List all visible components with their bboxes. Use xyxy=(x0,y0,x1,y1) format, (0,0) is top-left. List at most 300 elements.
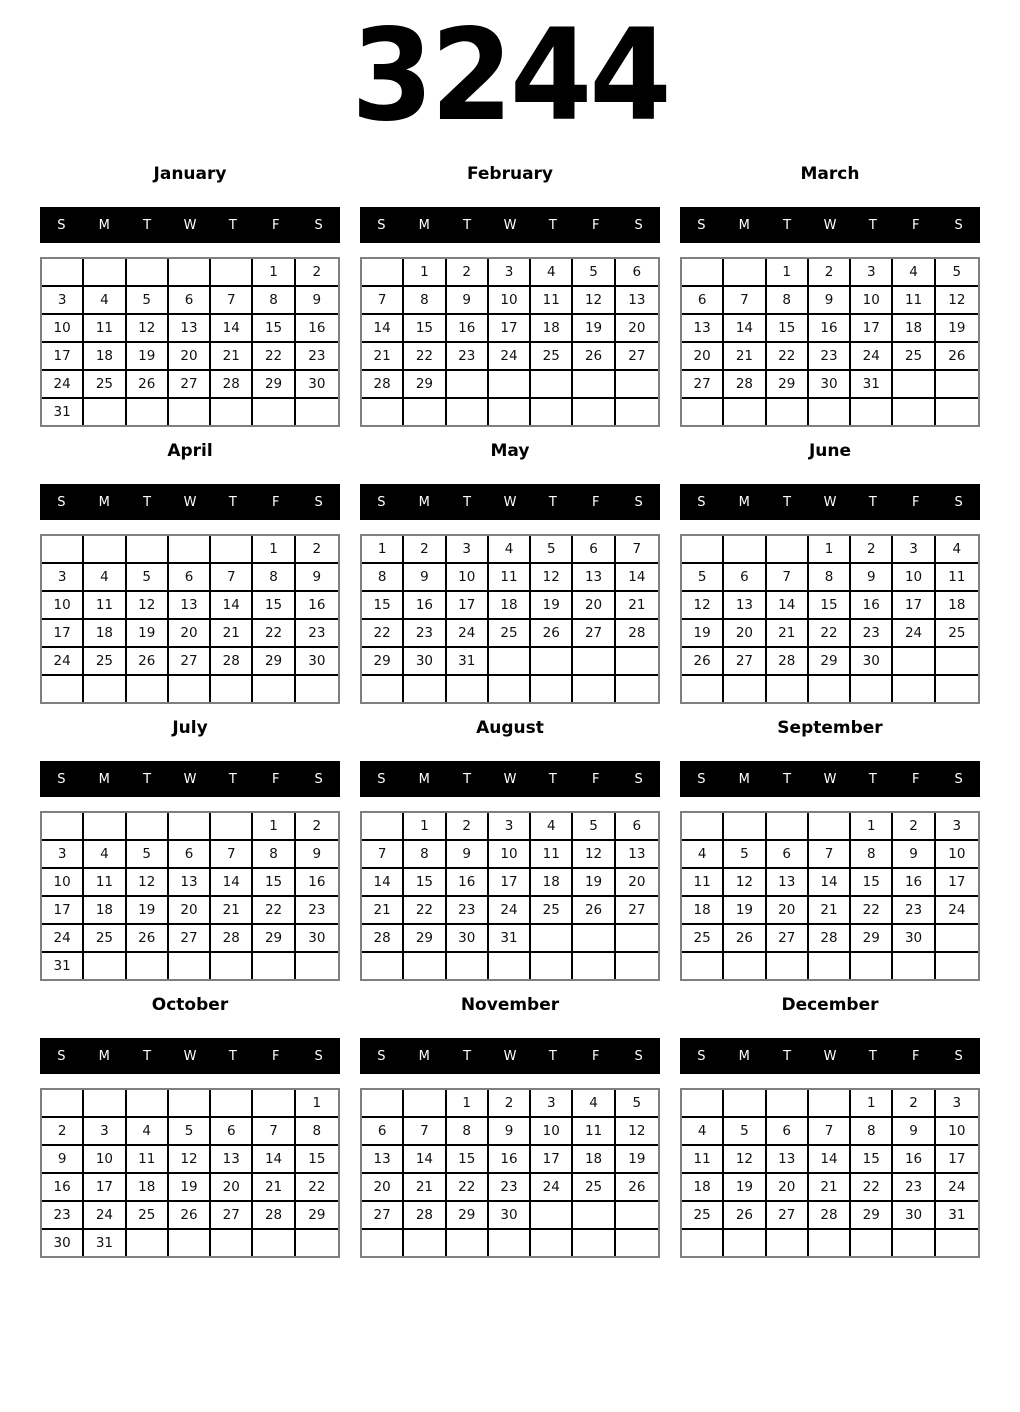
day-cell: 24 xyxy=(531,1174,573,1202)
empty-day-cell xyxy=(489,676,531,702)
empty-day-cell xyxy=(84,1090,126,1118)
day-cell: 23 xyxy=(404,620,446,648)
weekday-label: S xyxy=(954,217,963,233)
weekday-label: M xyxy=(98,771,110,787)
day-cell: 22 xyxy=(296,1174,338,1202)
day-cell: 23 xyxy=(447,897,489,925)
day-cell: 8 xyxy=(362,564,404,592)
day-cell: 30 xyxy=(296,925,338,953)
day-cell: 2 xyxy=(893,813,935,841)
day-cell: 2 xyxy=(809,259,851,287)
day-cell: 5 xyxy=(169,1118,211,1146)
empty-day-cell xyxy=(682,399,724,425)
day-cell: 22 xyxy=(851,897,893,925)
empty-day-cell xyxy=(42,813,84,841)
month-section xyxy=(680,441,980,704)
day-cell: 17 xyxy=(851,315,893,343)
day-cell: 28 xyxy=(253,1202,295,1230)
weekday-label: W xyxy=(823,217,837,233)
day-cell: 18 xyxy=(84,620,126,648)
day-cell: 24 xyxy=(42,371,84,399)
week-row xyxy=(362,371,658,399)
empty-day-cell xyxy=(573,925,615,953)
weekday-label: F xyxy=(591,771,600,787)
empty-day-cell xyxy=(211,1230,253,1256)
weekday-label: T xyxy=(548,494,557,510)
week-row xyxy=(362,1090,658,1118)
weekday-label: S xyxy=(377,771,386,787)
empty-day-cell xyxy=(127,953,169,979)
day-cell: 27 xyxy=(169,648,211,676)
empty-day-cell xyxy=(893,648,935,676)
weekday-label: M xyxy=(418,494,430,510)
month-grid xyxy=(40,811,340,981)
day-cell: 9 xyxy=(42,1146,84,1174)
day-cell: 4 xyxy=(531,259,573,287)
day-cell: 7 xyxy=(809,1118,851,1146)
weekday-header xyxy=(40,761,340,797)
day-cell: 24 xyxy=(84,1202,126,1230)
weekday-label: S xyxy=(954,1048,963,1064)
week-row xyxy=(682,371,978,399)
day-cell: 16 xyxy=(296,592,338,620)
day-cell: 28 xyxy=(362,371,404,399)
day-cell: 11 xyxy=(682,1146,724,1174)
empty-day-cell xyxy=(253,676,295,702)
weekday-label: T xyxy=(783,771,792,787)
day-cell: 11 xyxy=(531,287,573,315)
month-title: May xyxy=(490,441,530,461)
day-cell: 10 xyxy=(936,841,978,869)
day-cell: 12 xyxy=(724,869,766,897)
day-cell: 26 xyxy=(616,1174,658,1202)
day-cell: 29 xyxy=(253,371,295,399)
day-cell: 5 xyxy=(724,841,766,869)
empty-day-cell xyxy=(682,953,724,979)
weekday-label: T xyxy=(228,217,237,233)
day-cell: 2 xyxy=(404,536,446,564)
weekday-label: S xyxy=(57,494,66,510)
week-row xyxy=(42,592,338,620)
day-cell: 4 xyxy=(682,841,724,869)
day-cell: 26 xyxy=(724,1202,766,1230)
day-cell: 8 xyxy=(404,287,446,315)
day-cell: 3 xyxy=(84,1118,126,1146)
day-cell: 19 xyxy=(127,343,169,371)
empty-day-cell xyxy=(809,953,851,979)
day-cell: 12 xyxy=(169,1146,211,1174)
day-cell: 6 xyxy=(169,841,211,869)
weekday-header xyxy=(360,1038,660,1074)
month-section xyxy=(680,164,980,427)
day-cell: 9 xyxy=(851,564,893,592)
day-cell: 11 xyxy=(893,287,935,315)
day-cell: 21 xyxy=(724,343,766,371)
week-row xyxy=(682,648,978,676)
week-row xyxy=(362,813,658,841)
day-cell: 13 xyxy=(211,1146,253,1174)
weekday-label: S xyxy=(697,494,706,510)
month-grid xyxy=(40,534,340,704)
day-cell: 13 xyxy=(767,869,809,897)
day-cell: 4 xyxy=(936,536,978,564)
weekday-header xyxy=(680,207,980,243)
day-cell: 16 xyxy=(404,592,446,620)
day-cell: 1 xyxy=(253,259,295,287)
empty-day-cell xyxy=(767,676,809,702)
day-cell: 9 xyxy=(893,1118,935,1146)
weekday-label: F xyxy=(271,217,280,233)
week-row xyxy=(42,1090,338,1118)
empty-day-cell xyxy=(84,813,126,841)
empty-day-cell xyxy=(253,953,295,979)
empty-day-cell xyxy=(169,259,211,287)
month-grid xyxy=(360,1088,660,1258)
day-cell: 25 xyxy=(531,343,573,371)
empty-day-cell xyxy=(724,259,766,287)
day-cell: 5 xyxy=(682,564,724,592)
empty-day-cell xyxy=(809,676,851,702)
day-cell: 21 xyxy=(616,592,658,620)
day-cell: 18 xyxy=(127,1174,169,1202)
weekday-label: W xyxy=(503,494,517,510)
empty-day-cell xyxy=(851,1230,893,1256)
empty-day-cell xyxy=(724,953,766,979)
day-cell: 21 xyxy=(404,1174,446,1202)
week-row xyxy=(682,315,978,343)
day-cell: 6 xyxy=(616,259,658,287)
empty-day-cell xyxy=(531,1202,573,1230)
day-cell: 26 xyxy=(127,648,169,676)
weekday-label: T xyxy=(228,494,237,510)
week-row xyxy=(42,536,338,564)
empty-day-cell xyxy=(809,1090,851,1118)
day-cell: 22 xyxy=(851,1174,893,1202)
weekday-label: T xyxy=(228,771,237,787)
day-cell: 13 xyxy=(169,869,211,897)
day-cell: 15 xyxy=(404,315,446,343)
weekday-label: T xyxy=(868,494,877,510)
empty-day-cell xyxy=(127,259,169,287)
empty-day-cell xyxy=(404,399,446,425)
day-cell: 10 xyxy=(489,841,531,869)
weekday-label: W xyxy=(823,771,837,787)
day-cell: 27 xyxy=(362,1202,404,1230)
empty-day-cell xyxy=(573,1202,615,1230)
day-cell: 20 xyxy=(169,343,211,371)
day-cell: 11 xyxy=(84,315,126,343)
month-grid-body xyxy=(362,813,658,979)
empty-day-cell xyxy=(253,1090,295,1118)
day-cell: 15 xyxy=(404,869,446,897)
day-cell: 19 xyxy=(724,897,766,925)
empty-day-cell xyxy=(724,1230,766,1256)
day-cell: 31 xyxy=(42,953,84,979)
month-section xyxy=(680,718,980,981)
day-cell: 14 xyxy=(362,315,404,343)
weekday-label: T xyxy=(868,217,877,233)
weekday-label: T xyxy=(228,1048,237,1064)
day-cell: 17 xyxy=(936,869,978,897)
day-cell: 25 xyxy=(682,925,724,953)
month-title: November xyxy=(460,995,560,1015)
day-cell: 10 xyxy=(851,287,893,315)
day-cell: 13 xyxy=(169,592,211,620)
day-cell: 25 xyxy=(893,343,935,371)
day-cell: 28 xyxy=(809,925,851,953)
empty-day-cell xyxy=(84,399,126,425)
day-cell: 19 xyxy=(616,1146,658,1174)
day-cell: 14 xyxy=(211,592,253,620)
week-row xyxy=(682,1230,978,1256)
day-cell: 7 xyxy=(211,841,253,869)
day-cell: 29 xyxy=(404,925,446,953)
week-row xyxy=(362,1230,658,1256)
empty-day-cell xyxy=(362,676,404,702)
empty-day-cell xyxy=(724,399,766,425)
day-cell: 7 xyxy=(362,287,404,315)
empty-day-cell xyxy=(211,1090,253,1118)
day-cell: 6 xyxy=(169,564,211,592)
day-cell: 20 xyxy=(724,620,766,648)
day-cell: 25 xyxy=(682,1202,724,1230)
month-title: April xyxy=(167,441,213,461)
month-grid-body xyxy=(682,1090,978,1256)
day-cell: 28 xyxy=(809,1202,851,1230)
empty-day-cell xyxy=(616,925,658,953)
day-cell: 30 xyxy=(809,371,851,399)
day-cell: 21 xyxy=(809,897,851,925)
day-cell: 14 xyxy=(211,869,253,897)
empty-day-cell xyxy=(169,399,211,425)
empty-day-cell xyxy=(809,399,851,425)
day-cell: 8 xyxy=(253,564,295,592)
week-row xyxy=(362,648,658,676)
empty-day-cell xyxy=(362,1230,404,1256)
day-cell: 5 xyxy=(531,536,573,564)
day-cell: 16 xyxy=(893,869,935,897)
day-cell: 3 xyxy=(489,813,531,841)
day-cell: 26 xyxy=(573,897,615,925)
day-cell: 5 xyxy=(573,259,615,287)
month-grid-body xyxy=(42,1090,338,1256)
empty-day-cell xyxy=(296,399,338,425)
empty-day-cell xyxy=(573,399,615,425)
day-cell: 2 xyxy=(42,1118,84,1146)
day-cell: 19 xyxy=(169,1174,211,1202)
week-row xyxy=(362,315,658,343)
weekday-label: T xyxy=(783,494,792,510)
day-cell: 9 xyxy=(489,1118,531,1146)
day-cell: 30 xyxy=(489,1202,531,1230)
week-row xyxy=(42,1230,338,1256)
week-row xyxy=(682,1146,978,1174)
day-cell: 18 xyxy=(84,343,126,371)
day-cell: 16 xyxy=(489,1146,531,1174)
week-row xyxy=(682,1118,978,1146)
day-cell: 26 xyxy=(573,343,615,371)
empty-day-cell xyxy=(127,813,169,841)
empty-day-cell xyxy=(616,1230,658,1256)
day-cell: 29 xyxy=(296,1202,338,1230)
empty-day-cell xyxy=(42,676,84,702)
week-row xyxy=(42,620,338,648)
empty-day-cell xyxy=(936,648,978,676)
empty-day-cell xyxy=(531,676,573,702)
week-row xyxy=(42,1118,338,1146)
week-row xyxy=(362,869,658,897)
empty-day-cell xyxy=(42,259,84,287)
week-row xyxy=(362,676,658,702)
empty-day-cell xyxy=(211,399,253,425)
empty-day-cell xyxy=(362,813,404,841)
day-cell: 10 xyxy=(42,592,84,620)
day-cell: 11 xyxy=(127,1146,169,1174)
weekday-label: W xyxy=(503,1048,517,1064)
day-cell: 9 xyxy=(447,841,489,869)
empty-day-cell xyxy=(42,536,84,564)
empty-day-cell xyxy=(682,813,724,841)
day-cell: 3 xyxy=(42,841,84,869)
week-row xyxy=(42,371,338,399)
week-row xyxy=(42,841,338,869)
empty-day-cell xyxy=(531,399,573,425)
empty-day-cell xyxy=(573,676,615,702)
day-cell: 20 xyxy=(169,620,211,648)
weekday-label: T xyxy=(548,1048,557,1064)
empty-day-cell xyxy=(447,953,489,979)
weekday-label: M xyxy=(98,217,110,233)
day-cell: 9 xyxy=(296,841,338,869)
empty-day-cell xyxy=(489,399,531,425)
day-cell: 26 xyxy=(127,925,169,953)
day-cell: 31 xyxy=(851,371,893,399)
week-row xyxy=(682,564,978,592)
day-cell: 16 xyxy=(296,869,338,897)
day-cell: 6 xyxy=(573,536,615,564)
week-row xyxy=(362,536,658,564)
weekday-label: W xyxy=(183,217,197,233)
empty-day-cell xyxy=(682,536,724,564)
empty-day-cell xyxy=(489,953,531,979)
day-cell: 15 xyxy=(253,592,295,620)
empty-day-cell xyxy=(767,813,809,841)
day-cell: 27 xyxy=(573,620,615,648)
day-cell: 4 xyxy=(893,259,935,287)
day-cell: 30 xyxy=(893,1202,935,1230)
week-row xyxy=(42,1174,338,1202)
day-cell: 20 xyxy=(682,343,724,371)
month-grid xyxy=(680,1088,980,1258)
day-cell: 25 xyxy=(84,648,126,676)
day-cell: 15 xyxy=(809,592,851,620)
empty-day-cell xyxy=(362,1090,404,1118)
empty-day-cell xyxy=(767,1090,809,1118)
weekday-header xyxy=(40,484,340,520)
day-cell: 16 xyxy=(851,592,893,620)
weekday-header xyxy=(40,1038,340,1074)
day-cell: 29 xyxy=(404,371,446,399)
day-cell: 13 xyxy=(767,1146,809,1174)
day-cell: 21 xyxy=(211,620,253,648)
day-cell: 24 xyxy=(851,343,893,371)
empty-day-cell xyxy=(724,1090,766,1118)
week-row xyxy=(362,925,658,953)
day-cell: 15 xyxy=(296,1146,338,1174)
week-row xyxy=(42,648,338,676)
weekday-label: S xyxy=(697,217,706,233)
day-cell: 3 xyxy=(42,564,84,592)
weekday-label: M xyxy=(98,494,110,510)
empty-day-cell xyxy=(447,399,489,425)
empty-day-cell xyxy=(682,676,724,702)
month-section xyxy=(360,441,660,704)
day-cell: 30 xyxy=(42,1230,84,1256)
empty-day-cell xyxy=(84,953,126,979)
weekday-label: T xyxy=(143,1048,152,1064)
day-cell: 16 xyxy=(447,315,489,343)
weekday-label: S xyxy=(634,494,643,510)
weekday-label: S xyxy=(377,217,386,233)
day-cell: 8 xyxy=(809,564,851,592)
empty-day-cell xyxy=(489,371,531,399)
day-cell: 7 xyxy=(767,564,809,592)
year-title: 3244 xyxy=(351,0,669,149)
day-cell: 23 xyxy=(296,897,338,925)
day-cell: 5 xyxy=(724,1118,766,1146)
day-cell: 3 xyxy=(447,536,489,564)
day-cell: 13 xyxy=(616,287,658,315)
day-cell: 6 xyxy=(767,841,809,869)
day-cell: 5 xyxy=(127,564,169,592)
week-row xyxy=(42,676,338,702)
day-cell: 8 xyxy=(447,1118,489,1146)
day-cell: 10 xyxy=(447,564,489,592)
week-row xyxy=(42,953,338,979)
weekday-header xyxy=(360,761,660,797)
month-title: September xyxy=(777,718,883,738)
day-cell: 29 xyxy=(253,925,295,953)
day-cell: 5 xyxy=(936,259,978,287)
day-cell: 30 xyxy=(447,925,489,953)
weekday-label: S xyxy=(634,1048,643,1064)
weekday-label: S xyxy=(57,217,66,233)
day-cell: 10 xyxy=(936,1118,978,1146)
weekday-label: M xyxy=(738,494,750,510)
day-cell: 4 xyxy=(489,536,531,564)
day-cell: 23 xyxy=(447,343,489,371)
week-row xyxy=(682,1090,978,1118)
empty-day-cell xyxy=(573,648,615,676)
empty-day-cell xyxy=(682,1230,724,1256)
day-cell: 31 xyxy=(936,1202,978,1230)
empty-day-cell xyxy=(936,925,978,953)
weekday-header xyxy=(360,207,660,243)
day-cell: 11 xyxy=(84,869,126,897)
week-row xyxy=(362,1146,658,1174)
day-cell: 5 xyxy=(573,813,615,841)
day-cell: 23 xyxy=(296,620,338,648)
day-cell: 23 xyxy=(42,1202,84,1230)
day-cell: 17 xyxy=(531,1146,573,1174)
day-cell: 30 xyxy=(851,648,893,676)
day-cell: 24 xyxy=(893,620,935,648)
day-cell: 22 xyxy=(253,897,295,925)
month-grid xyxy=(360,257,660,427)
day-cell: 14 xyxy=(211,315,253,343)
day-cell: 31 xyxy=(42,399,84,425)
day-cell: 18 xyxy=(84,897,126,925)
